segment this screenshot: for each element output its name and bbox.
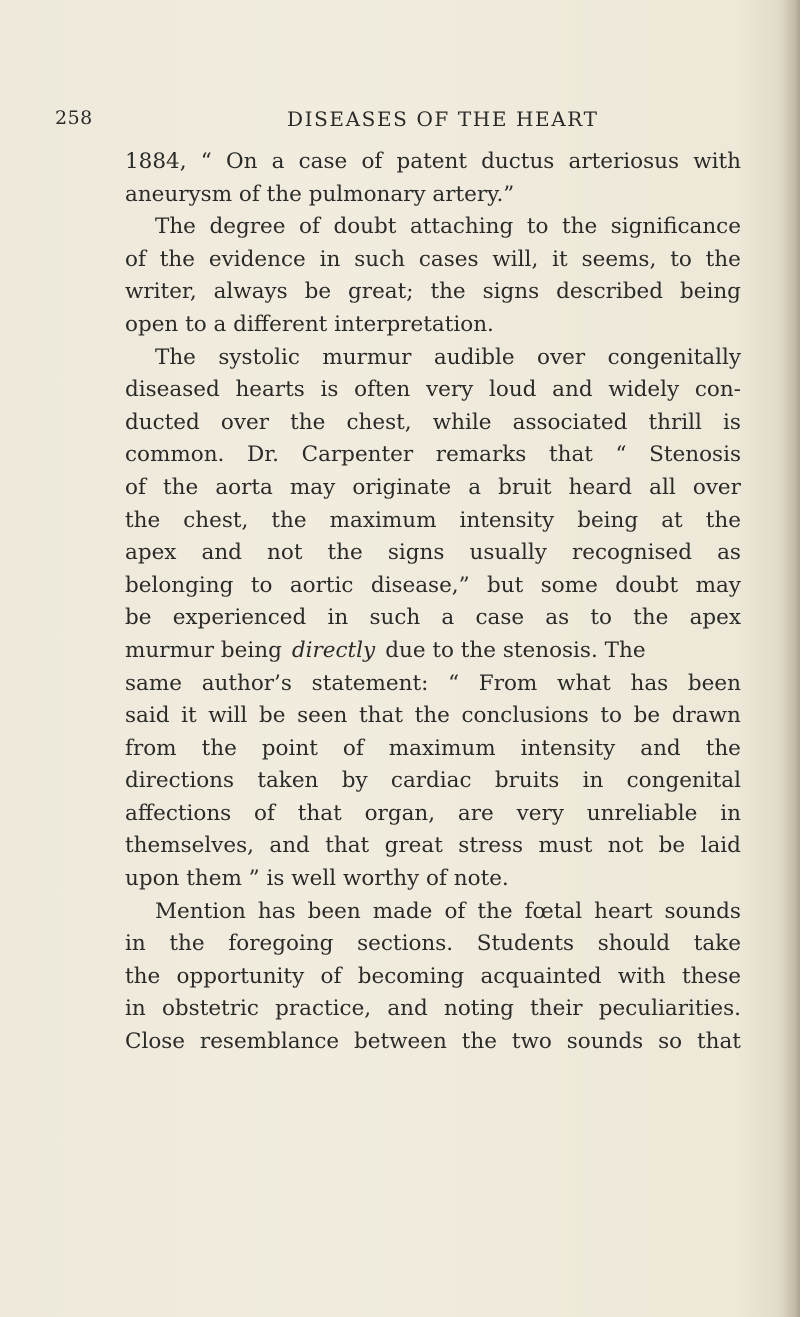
- text-line: the opportunity of becoming acquainted with these: [125, 963, 741, 989]
- text-line: the chest, the maximum intensity being at the: [125, 507, 741, 533]
- text-line: affections of that organ, are very unreliable in: [125, 800, 741, 826]
- text-line: of the aorta may originate a bruit heard all over: [125, 474, 741, 500]
- body-text: [125, 146, 741, 1059]
- text-line: in the foregoing sections. Students should take: [125, 931, 741, 957]
- text-line: in obstetric practice, and noting their peculiarities.: [125, 996, 741, 1022]
- text-line: aneurysm of the pulmonary artery.”: [125, 181, 515, 207]
- text-line: writer, always be great; the signs described being: [125, 279, 741, 305]
- text-line: from the point of maximum intensity and the: [125, 735, 741, 761]
- text-line: directions taken by cardiac bruits in congenital: [125, 768, 741, 794]
- text-line: be experienced in such a case as to the apex: [125, 605, 741, 631]
- text-line: belonging to aortic disease,” but some doubt may: [125, 572, 741, 598]
- text-line: themselves, and that great stress must not be laid: [125, 833, 741, 859]
- text-line: open to a different interpretation.: [125, 311, 494, 337]
- text-line: 1884, “ On a case of patent ductus arteriosus with: [125, 149, 741, 174]
- paragraph-start-line: The degree of doubt attaching to the significance: [155, 214, 741, 240]
- text-line: diseased hearts is often very loud and widely con-: [125, 377, 741, 403]
- italic-emphasis: directly: [291, 637, 376, 663]
- paragraph-start-line: The systolic murmur audible over congenitally: [155, 344, 741, 370]
- text-line: upon them ” is well worthy of note.: [125, 866, 509, 892]
- page-number: 258: [55, 107, 93, 129]
- page-header: [55, 107, 745, 143]
- text-line: Close resemblance between the two sounds so that: [125, 1029, 741, 1055]
- running-head: DISEASES OF THE HEART: [287, 107, 599, 131]
- text-line: murmur being directly due to the stenosis. The: [125, 635, 741, 668]
- text-line: common. Dr. Carpenter remarks that “ Stenosis: [125, 442, 741, 468]
- page-edge-shadow: [782, 0, 800, 1317]
- text-line: said it will be seen that the conclusions to be drawn: [125, 703, 741, 729]
- text-line: same author’s statement: “ From what has been: [125, 670, 741, 696]
- paragraph-start-line: Mention has been made of the fœtal heart sounds: [155, 898, 741, 924]
- text-line: of the evidence in such cases will, it seems, to the: [125, 246, 741, 272]
- text-line: ducted over the chest, while associated thrill is: [125, 409, 741, 435]
- text-line: apex and not the signs usually recognised as: [125, 540, 741, 566]
